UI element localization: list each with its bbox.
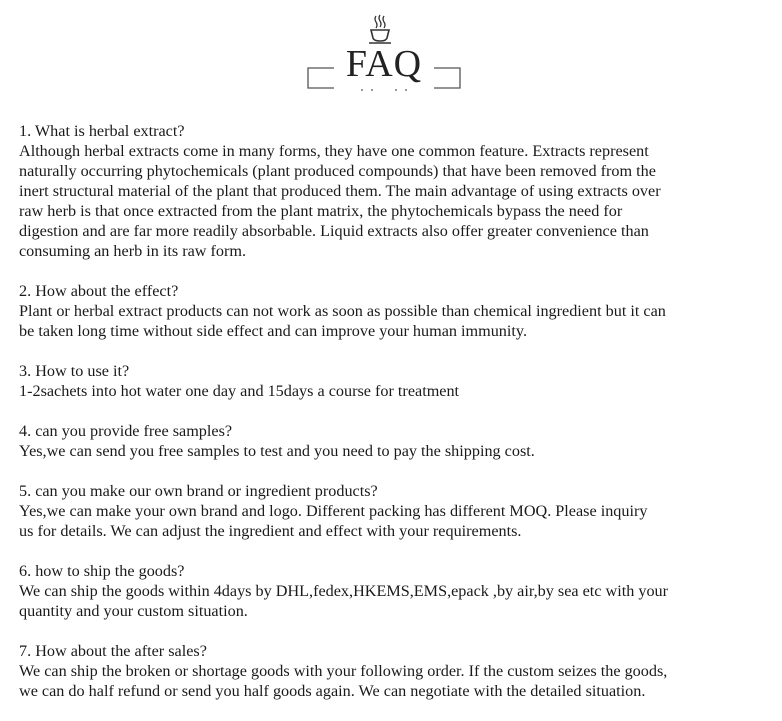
faq-question: 6. how to ship the goods?	[19, 562, 185, 580]
faq-item	[19, 561, 779, 621]
faq-item	[19, 121, 779, 261]
faq-answer: Yes,we can send you free samples to test and you need to pay the shipping cost.	[19, 442, 535, 460]
faq-list	[19, 121, 779, 721]
faq-item	[19, 481, 779, 541]
faq-answer: We can ship the goods within 4days by DHL,fedex,HKEMS,EMS,epack ,by air,by sea etc with your quantity and your custom situation.	[19, 582, 669, 620]
faq-item	[19, 641, 779, 701]
faq-item	[19, 281, 779, 341]
faq-answer: Yes,we can make your own brand and logo. Different packing has different MOQ. Please inquiry us for details. We can adjust the ingredient and effect with your requirements.	[19, 502, 648, 540]
faq-header	[0, 0, 782, 110]
faq-question: 7. How about the after sales?	[19, 642, 207, 660]
faq-question: 2. How about the effect?	[19, 282, 179, 300]
faq-item	[19, 421, 779, 461]
faq-question: 3. How to use it?	[19, 362, 130, 380]
faq-question: 5. can you make our own brand or ingredient products?	[19, 482, 378, 500]
faq-answer: Although herbal extracts come in many forms, they have one common feature. Extracts represent naturally occurring phytochemicals (plant produced compounds) that have been removed from the inert structural material of the plant that produced them. The main advantage of using extracts over raw herb is that once extracted from the plant matrix, the phytochemicals bypass the need for digestion and are far more readily absorbable. Liquid extracts also offer greater convenience than consuming an herb in its raw form.	[19, 142, 661, 260]
faq-answer: We can ship the broken or shortage goods with your following order. If the custom seizes the goods, we can do half refund or send you half goods again. We can negotiate with the detailed situation.	[19, 662, 668, 700]
faq-item	[19, 361, 779, 401]
page-title: FAQ	[345, 43, 423, 85]
faq-answer: Plant or herbal extract products can not work as soon as possible than chemical ingredient but it can be taken long time without side effect and can improve your human immunity.	[19, 302, 666, 340]
faq-answer: 1-2sachets into hot water one day and 15days a course for treatment	[19, 382, 460, 400]
teacup-icon	[366, 14, 394, 44]
faq-question: 4. can you provide free samples?	[19, 422, 233, 440]
faq-question: 1. What is herbal extract?	[19, 122, 185, 140]
